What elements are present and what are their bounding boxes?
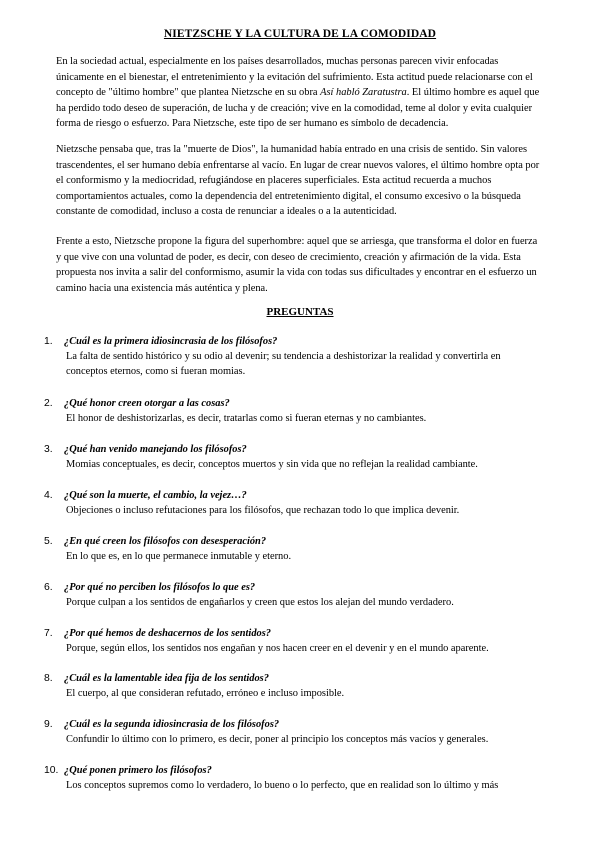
question-item	[44, 580, 544, 610]
answer-text: El cuerpo, al que consideran refutado, erróneo e incluso imposible.	[66, 688, 345, 700]
question-number: 2.	[44, 398, 53, 409]
question-text: ¿Qué son la muerte, el cambio, la vejez…?	[64, 490, 247, 501]
question-item	[44, 534, 544, 564]
book-title: Así habló Zaratustra	[320, 87, 407, 99]
question-text: ¿Cuál es la lamentable idea fija de los sentidos?	[64, 673, 269, 684]
intro-paragraph-3: Frente a esto, Nietzsche propone la figura del superhombre: aquel que se arriesga, que transforma el dolor en fuerza y que vive con una voluntad de poder, es decir, con deseo de crecimiento, creación y afirmación de la vida. Esta propuesta nos invita a salir del conformismo, asumir la vida con todas sus dificultades y encontrar en el esfuerzo un camino hacia una existencia más auténtica y plena.	[56, 236, 538, 294]
question-number: 6.	[44, 582, 53, 593]
question-number: 4.	[44, 490, 53, 501]
question-item	[44, 488, 544, 518]
answer-text: Porque, según ellos, los sentidos nos engañan y nos hacen creer en el devenir y en el mundo aparente.	[66, 643, 489, 655]
question-text: ¿Qué han venido manejando los filósofos?	[64, 444, 247, 455]
question-text: ¿Cuál es la segunda idiosincrasia de los filósofos?	[64, 719, 280, 730]
answer-text: Los conceptos supremos como lo verdadero, lo bueno o lo perfecto, que en realidad son lo último y más	[66, 780, 499, 792]
questions-heading: PREGUNTAS	[266, 306, 334, 318]
question-number: 8.	[44, 673, 53, 684]
question-item	[44, 717, 544, 747]
question-item	[44, 671, 544, 701]
question-item	[44, 626, 544, 656]
question-number: 10.	[44, 765, 59, 776]
question-text: ¿Qué ponen primero los filósofos?	[64, 765, 212, 776]
intro-paragraph-2: Nietzsche pensaba que, tras la "muerte de Dios", la humanidad había entrado en una crisis de sentido. Sin valores trascendentes, el ser humano debía enfrentarse al vacío. En lugar de crear nuevos valores, el último hombre opta por el conformismo y la mediocridad, refugiándose en placeres superficiales. Esta actitud recuerda a muchos comportamientos actuales, como la dependencia del entretenimiento digital, el consumo excesivo o la búsqueda constante de comodidad, incluso a costa de renunciar a ideales o a la autenticidad.	[56, 144, 540, 218]
question-text: ¿Por qué no perciben los filósofos lo que es?	[64, 582, 256, 593]
answer-text: El honor de deshistorizarlas, es decir, tratarlas como si fueran eternas y no cambiantes.	[66, 413, 427, 425]
answer-text: Objeciones o incluso refutaciones para los filósofos, que rechazan todo lo que implica devenir.	[66, 505, 460, 517]
answer-text: Confundir lo último con lo primero, es decir, poner al principio los conceptos más vacíos y generales.	[66, 734, 489, 746]
question-item	[44, 442, 544, 472]
question-item	[44, 334, 544, 380]
question-number: 3.	[44, 444, 53, 455]
question-number: 7.	[44, 628, 53, 639]
question-number: 1.	[44, 336, 53, 347]
question-item	[44, 763, 544, 793]
question-text: ¿Cuál es la primera idiosincrasia de los filósofos?	[64, 336, 278, 347]
answer-text: En lo que es, en lo que permanece inmutable y eterno.	[66, 551, 292, 563]
question-item	[44, 396, 544, 426]
answer-text: Momias conceptuales, es decir, conceptos muertos y sin vida que no reflejan la realidad cambiante.	[66, 459, 478, 471]
answer-text: Porque culpan a los sentidos de engañarlos y creen que estos los alejan del mundo verdadero.	[66, 597, 454, 609]
document-title: NIETZSCHE Y LA CULTURA DE LA COMODIDAD	[163, 28, 437, 40]
question-text: ¿En qué creen los filósofos con desesperación?	[64, 536, 267, 547]
question-text: ¿Por qué hemos de deshacernos de los sentidos?	[64, 628, 271, 639]
question-text: ¿Qué honor creen otorgar a las cosas?	[64, 398, 230, 409]
p1-text-b: . El último hombre es aquel que ha perdido todo deseo de superación, de lucha y de creación; vive en la comodidad, teme al dolor y evita cualquier forma de riesgo o esfuerzo. Para Nietzsche, este tipo de ser humano es símbolo de decadencia.	[56, 87, 540, 130]
answer-text: La falta de sentido histórico y su odio al devenir; su tendencia a deshistorizar la realidad y convertirla en conceptos eternos, como si fueran momias.	[66, 351, 501, 378]
p1-text-a: En la sociedad actual, especialmente en los países desarrollados, muchas personas parecen vivir enfocadas únicamente en el bienestar, el entretenimiento y la evitación del sufrimiento. Esta actitud puede relacionarse con el concepto de "último hombre" que plantea Nietzsche en su obra	[56, 56, 533, 99]
question-number: 9.	[44, 719, 53, 730]
question-number: 5.	[44, 536, 53, 547]
intro-paragraph-1	[56, 54, 542, 132]
